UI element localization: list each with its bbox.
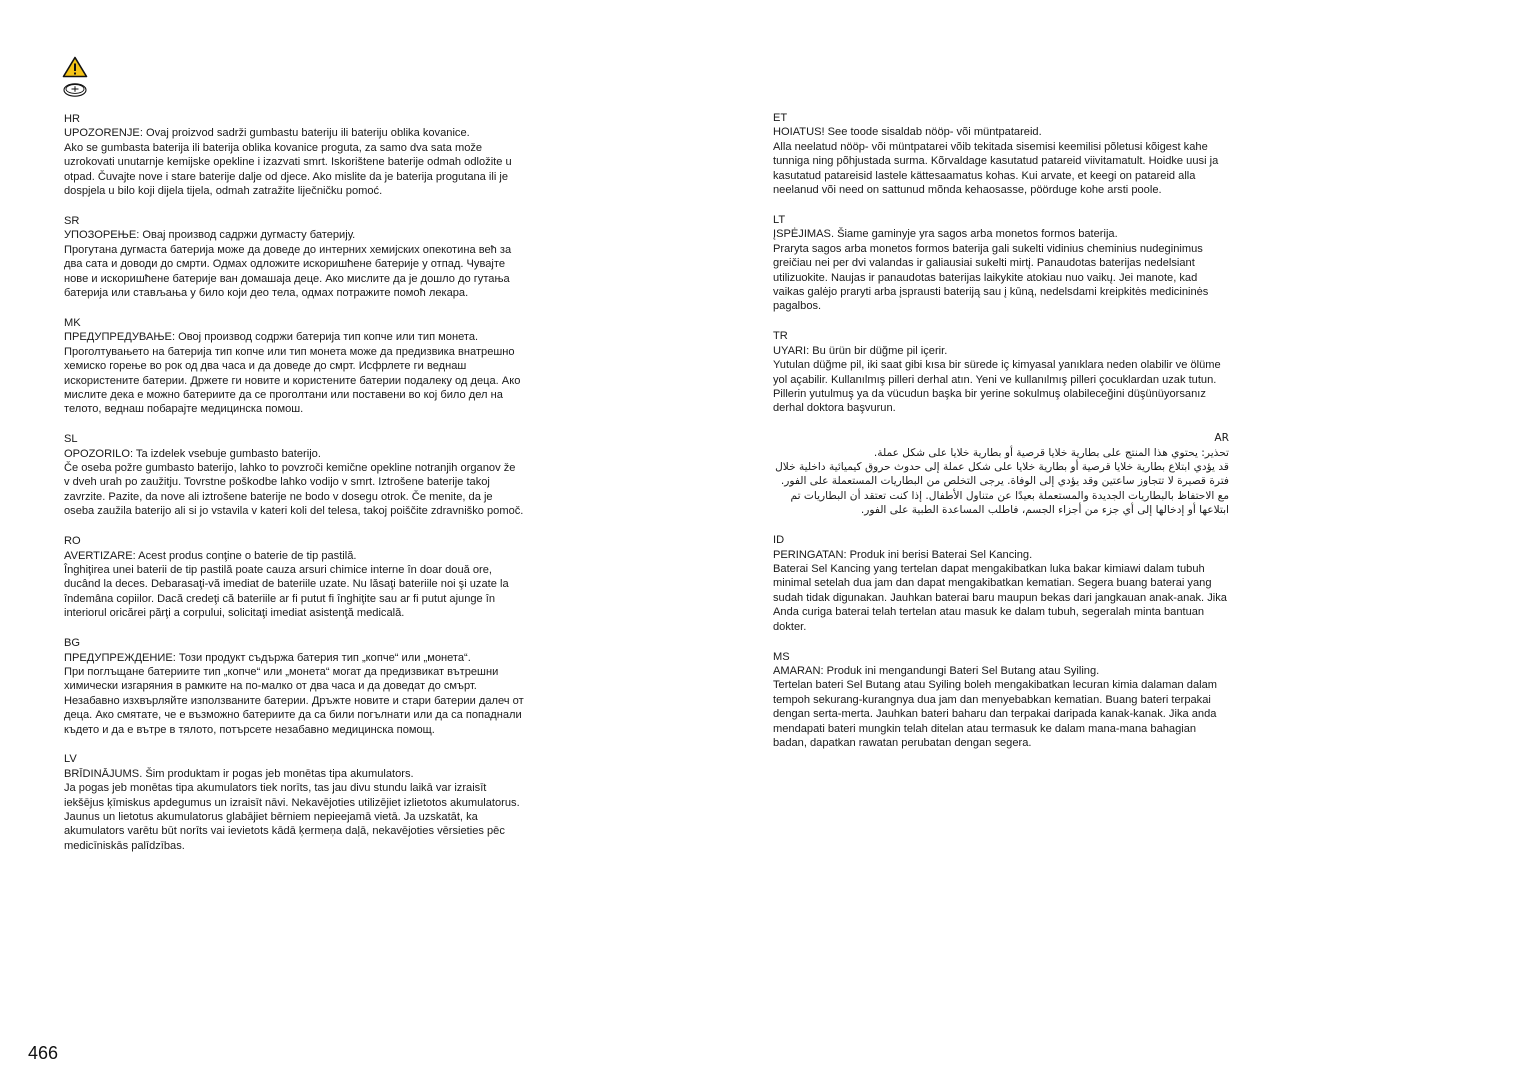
warning-heading: PERINGATAN: Produk ini berisi Baterai Sel Kancing. <box>773 548 1033 561</box>
language-code: HR <box>64 113 81 125</box>
coin-battery-icon <box>63 82 89 98</box>
warning-body: Проголтувањето на батерија тип копче или тип монета може да предизвика внатрешно хемиско горење во рок од два часа и да доведе до смрт. Исфрлете ги веднаш искористените батерии. Држете ги новите и користените батерии подалеку од деца. Ако мислите дека е можно батериите да се проголтани или поставени во кој било дел на телото, веднаш побарајте медицинска помош. <box>64 345 521 416</box>
warning-heading: ПРЕДУПРЕЖДЕНИЕ: Този продукт съдържа батерия тип „копче“ или „монета“. <box>64 651 471 664</box>
warning-body: Ja pogas jeb monētas tipa akumulators tiek norīts, tas jau divu stundu laikā var izraisīt iekšējus ķīmiskus apdegumus un izraisīt nāvi. Nekavējoties utilizējiet izlietotos akumulatorus. Jaunus un lietotus akumulatorus glabājiet bērniem nepieejamā vietā. Ja uzskatāt, ka akumulators varētu būt norīts vai ievietots kādā ķermeņa daļā, nekavējoties vērsieties pēc medicīniskās palīdzības. <box>64 782 520 852</box>
warning-section-sr <box>64 214 524 300</box>
warning-section-sl <box>64 432 524 518</box>
warning-section-lv <box>64 752 524 853</box>
warning-body: При поглъщане батериите тип „копче“ или „монета“ могат да предизвикат вътрешни химически изгаряния в рамките на по-малко от два часа и да доведат до смърт. Незабавно изхвърляйте използваните батерии. Дръжте новите и стари батерии далеч от деца. Ако смятате, че е възможно батериите да са били погълнати или да са попаднали където и да е вътре в тялото, потърсете незабавно медицинска помощ. <box>64 665 524 736</box>
warning-body: Ako se gumbasta baterija ili baterija oblika kovanice proguta, za samo dva sata može uzrokovati unutarnje kemijske opekline i izazvati smrt. Iskorištene baterije odmah odložite u otpad. Čuvajte nove i stare baterije dalje od djece. Ako mislite da je baterija progutana ili je dospjela u bilo koji dijela tijela, odmah zatražite liječničku pomoć. <box>64 141 512 198</box>
language-code: BG <box>64 637 81 650</box>
warning-triangle-icon <box>62 56 88 78</box>
warning-body: Yutulan düğme pil, iki saat gibi kısa bir sürede iç kimyasal yanıklara neden olabilir ve ölüme yol açabilir. Kullanılmış pilleri derhal atın. Yeni ve kullanılmış pilleri çocuklardan uzak tutun. Pillerin yutulmuş ya da vücudun başka bir yerine sokulmuş olabileceğini düşünüyorsanız derhal doktora başvurun. <box>773 359 1221 415</box>
warning-body: Înghiţirea unei baterii de tip pastilă poate cauza arsuri chimice interne în doar două ore, ducând la deces. Debarasaţi-vă imediat de bateriile uzate. Nu lăsaţi bateriile noi şi uzate la îndemâna copiilor. Dacă credeţi că bateriile ar fi putut fi înghiţite sau ar fi putut ajunge în interiorul oricărei părţi a corpului, solicitaţi imediat asistenţă medicală. <box>64 563 509 620</box>
warning-body: Alla neelatud nööp- või müntpatarei võib tekitada sisemisi keemilisi põletusi kõigest kahe tunniga ning põhjustada surma. Kõrvaldage kasutatud patareid viivitamatult. Hoidke uusi ja kasutatud patareisid lastele kättesaamatus kohas. Kui arvate, et keegi on patareid alla neelanud või need on sattunud mõnda kehaosasse, pöörduge kohe arsti poole. <box>773 140 1219 197</box>
warning-section-bg <box>64 636 524 737</box>
language-code: SL <box>64 433 78 446</box>
language-code: ET <box>773 112 788 124</box>
warning-body: Praryta sagos arba monetos formos baterija gali sukelti vidinius cheminius nudeginimus greičiau nei per dvi valandas ir galiausiai sukelti mirtį. Panaudotas baterijas nedelsiant utilizuokite. Naujas ir panaudotas baterijas laikykite atokiau nuo vaikų. Jei manote, kad vaikas galėjo praryti arba įsprausti bateriją sau į kūną, nedelsdami kreipkitės medicininės pagalbos. <box>773 242 1209 313</box>
language-code: AR <box>1214 432 1229 445</box>
safety-icons <box>62 56 90 98</box>
warning-heading: UPOZORENJE: Ovaj proizvod sadrži gumbastu bateriju ili bateriju oblika kovanice. <box>64 127 470 140</box>
warning-body: قد يؤدي ابتلاع بطارية خلايا قرصية أو بطارية خلايا على شكل عملة إلى حدوث حروق كيميائية داخلية خلال فترة قصيرة لا تتجاوز ساعتين وقد يؤدي إلى الوفاة. يرجى التخلص من البطاريات المستعملة على الفور. مع الاحتفاظ بالبطاريات الجديدة والمستعملة بعيدًا عن متناول الأطفال. إذا كنت تعتقد أن البطاريات تم ابتلاعها أو إدخالها إلى أي جزء من أجزاء الجسم، فاطلب المساعدة الطبية على الفور. <box>775 461 1229 517</box>
language-code: ID <box>773 534 785 547</box>
warning-section-ar <box>773 431 1229 517</box>
warning-section-mk <box>64 316 524 417</box>
warning-body: Tertelan bateri Sel Butang atau Syiling boleh mengakibatkan lecuran kimia dalaman dalam tempoh sekurang-kurangnya dua jam dan menyebabkan kematian. Buang bateri terpakai dengan serta-merta. Jauhkan bateri baharu dan terpakai daripada kanak-kanak. Jika anda mendapati bateri mungkin telah ditelan atau termasuk ke dalam mana-mana bahagian badan, dapatkan rawatan perubatan dengan segera. <box>773 679 1218 749</box>
warning-section-id <box>773 533 1229 634</box>
page-number: 466 <box>28 1043 59 1063</box>
warning-section-ms <box>773 650 1229 751</box>
language-code: RO <box>64 535 81 548</box>
warning-body: Če oseba požre gumbasto baterijo, lahko to povzroči kemične opekline notranjih organov že v dveh urah po zaužitju. Tovrstne poškodbe lahko vodijo v smrt. Iztrošene baterije takoj zavrzite. Pazite, da nove ali iztrošene baterije ne bodo v dosegu otrok. Če menite, da je oseba zaužila baterijo ali si jo vstavila v kateri koli del telesa, takoj poiščite zdravniško pomoč. <box>64 462 524 518</box>
language-code: LT <box>773 213 786 226</box>
warning-section-et <box>773 111 1229 197</box>
language-code: SR <box>64 214 80 227</box>
warning-heading: OPOZORILO: Ta izdelek vsebuje gumbasto baterijo. <box>64 447 321 460</box>
warning-heading: ĮSPĖJIMAS. Šiame gaminyje yra sagos arba monetos formos baterija. <box>773 228 1118 241</box>
warning-section-tr <box>773 329 1229 415</box>
warning-heading: ПРЕДУПРЕДУВАЊЕ: Овој производ содржи батерија тип копче или тип монета. <box>64 331 479 344</box>
warning-section-ro <box>64 534 524 620</box>
language-code: LV <box>64 753 77 766</box>
left-column <box>64 112 524 869</box>
warning-body: Прогутана дугмаста батерија може да доведе до интерних хемијских опекотина већ за два сата и доводи до смрти. Одмах одложите искоришћене батерије у отпад. Чувајте нове и искоришћене батерије ван домашаја деце. Ако мислите да је дошло до гутања батерија или стављања у било који део тела, одмах потражите помоћ лекара. <box>64 243 512 299</box>
warning-heading: BRĪDINĀJUMS. Šim produktam ir pogas jeb monētas tipa akumulators. <box>64 767 414 780</box>
language-code: MK <box>64 316 81 329</box>
language-code: TR <box>773 330 788 343</box>
warning-body: Baterai Sel Kancing yang tertelan dapat mengakibatkan luka bakar kimiawi dalam tubuh minimal setelah dua jam dan dapat mengakibatkan kematian. Segera buang baterai yang sudah tidak digunakan. Jauhkan baterai baru maupun bekas dari jangkauan anak-anak. Jika Anda curiga baterai telah tertelan atau masuk ke dalam tubuh, segeralah minta bantuan dokter. <box>773 562 1227 633</box>
right-column <box>773 111 1229 766</box>
warning-heading: UYARI: Bu ürün bir düğme pil içerir. <box>773 344 948 357</box>
warning-heading: HOIATUS! See toode sisaldab nööp- või müntpatareid. <box>773 126 1042 139</box>
warning-heading: AVERTIZARE: Acest produs conţine o baterie de tip pastilă. <box>64 549 357 562</box>
warning-section-hr <box>64 112 524 198</box>
language-code: MS <box>773 650 790 663</box>
warning-heading: تحذير: يحتوي هذا المنتج على بطارية خلايا قرصية أو بطارية خلايا على شكل عملة. <box>873 446 1229 459</box>
warning-heading: AMARAN: Produk ini mengandungi Bateri Sel Butang atau Syiling. <box>773 664 1100 677</box>
warning-section-lt <box>773 213 1229 314</box>
warning-heading: УПОЗОРЕЊЕ: Овај производ садржи дугмасту батерију. <box>64 229 356 242</box>
